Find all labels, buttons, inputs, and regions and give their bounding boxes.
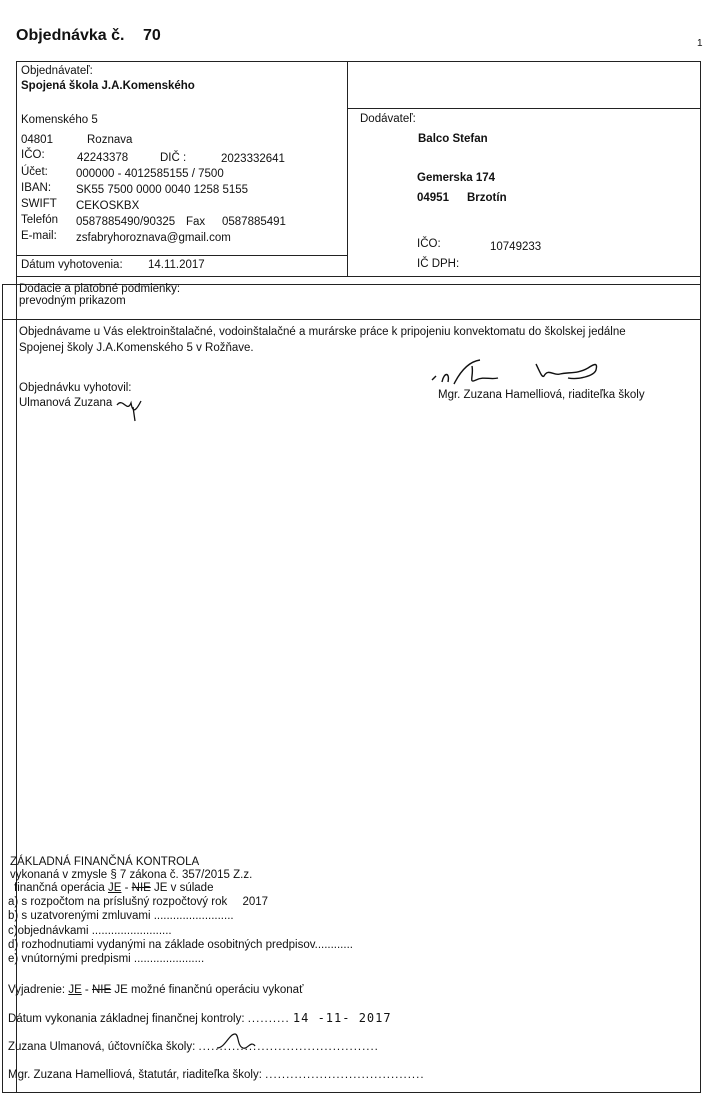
swift-value: CEKOSKBX bbox=[76, 200, 140, 212]
supplier-label: Dodávateľ: bbox=[360, 113, 416, 125]
fax-label: Fax bbox=[186, 216, 206, 228]
control-line1: vykonaná v zmysle § 7 zákona č. 357/2015 Z.z. bbox=[10, 869, 253, 881]
control-line2-suffix: JE v súlade bbox=[150, 882, 214, 894]
accountant-signature bbox=[215, 1030, 265, 1052]
page-number: 1 bbox=[697, 38, 703, 49]
control-statement-prefix: Vyjadrenie: bbox=[8, 984, 66, 996]
column-divider bbox=[347, 61, 348, 277]
iban-label: IBAN: bbox=[21, 182, 52, 194]
ico-label: IČO: bbox=[21, 149, 45, 161]
control-item-a bbox=[8, 896, 268, 908]
fax-value: 0587885491 bbox=[222, 216, 286, 228]
control-accountant-label: Zuzana Ulmanová, účtovníčka školy: bbox=[8, 1041, 196, 1053]
swift-label: SWIFT bbox=[21, 198, 57, 210]
order-number: 70 bbox=[142, 27, 161, 44]
iban-value: SK55 7500 0000 0040 1258 5155 bbox=[76, 184, 249, 196]
control-date-stamp: 14 -11- 2017 bbox=[292, 1011, 392, 1025]
control-statement-separator: - bbox=[81, 984, 92, 996]
control-statutory bbox=[8, 1069, 425, 1081]
header-bottom-line bbox=[16, 276, 701, 277]
control-accountant-dots: ........................................... bbox=[198, 1041, 379, 1053]
control-item-a-value: 2017 bbox=[242, 896, 269, 908]
order-text-line2: Spojenej školy J.A.Komenského 5 v Rožňave. bbox=[19, 342, 254, 354]
frame-right bbox=[700, 61, 701, 1093]
issue-date-value: 14.11.2017 bbox=[148, 259, 205, 271]
order-text-line1: Objednávame u Vás elektroinštalačné, vodoinštalačné a murárske práce k pripojeniu konvektomatu do školskej jedálne bbox=[19, 326, 626, 338]
control-item-a-label: a) s rozpočtom na príslušný rozpočtový rok bbox=[8, 896, 228, 908]
control-item-c: c)objednávkami ......................... bbox=[8, 925, 172, 937]
email-value: zsfabryhoroznava@gmail.com bbox=[76, 232, 231, 244]
account-value: 000000 - 4012585155 / 7500 bbox=[76, 168, 224, 180]
control-line2-separator: - bbox=[121, 882, 132, 894]
control-line2-nie: NIE bbox=[131, 882, 151, 894]
director-name: Mgr. Zuzana Hamelliová, riaditeľka školy bbox=[438, 389, 645, 401]
supplier-name: Balco Stefan bbox=[418, 133, 488, 145]
control-statutory-dots: ...................................... bbox=[265, 1069, 425, 1081]
frame-left-outer bbox=[2, 284, 3, 1093]
issuer-name: Ulmanová Zuzana bbox=[19, 397, 113, 409]
dic-label: DIČ : bbox=[160, 152, 187, 164]
order-title bbox=[16, 27, 161, 45]
delivery-value: prevodným prikazom bbox=[19, 295, 126, 307]
supplier-icdph-label: IČ DPH: bbox=[417, 258, 460, 270]
control-item-d: d) rozhodnutiami vydanými na základe osobitných predpisov............ bbox=[8, 939, 353, 951]
control-date-label: Dátum vykonania základnej finančnej kontroly: bbox=[8, 1013, 245, 1025]
issue-date-label: Dátum vyhotovenia: bbox=[21, 259, 123, 271]
frame-bottom bbox=[2, 1092, 701, 1093]
dic-value: 2023332641 bbox=[221, 153, 285, 165]
customer-label: Objednávateľ: bbox=[21, 65, 93, 77]
control-line2-prefix: finančná operácia bbox=[14, 882, 105, 894]
phone-value: 0587885490/90325 bbox=[76, 216, 176, 228]
control-statement-nie: NIE bbox=[91, 984, 112, 996]
control-statement bbox=[8, 984, 303, 996]
delivery-label: Dodacie a platobné podmienky: bbox=[19, 283, 181, 295]
supplier-zip: 04951 bbox=[417, 192, 449, 204]
ico-value: 42243378 bbox=[77, 152, 129, 164]
control-item-b: b) s uzatvorenými zmluvami ......................... bbox=[8, 910, 234, 922]
control-accountant bbox=[8, 1041, 379, 1053]
supplier-street: Gemerska 174 bbox=[417, 172, 496, 184]
order-title-label: Objednávka č. bbox=[16, 27, 125, 44]
director-signature bbox=[428, 354, 608, 390]
phone-label: Telefón bbox=[21, 214, 59, 226]
supplier-ico-label: IČO: bbox=[417, 238, 441, 250]
account-label: Účet: bbox=[21, 166, 48, 178]
date-top-line bbox=[16, 255, 347, 256]
supplier-city: Brzotín bbox=[467, 192, 507, 204]
frame-top bbox=[16, 61, 701, 62]
customer-zip: 04801 bbox=[21, 134, 53, 146]
customer-city: Roznava bbox=[87, 134, 133, 146]
control-date-dots: .......... bbox=[247, 1013, 290, 1025]
control-statutory-label: Mgr. Zuzana Hamelliová, štatutár, riaditeľka školy: bbox=[8, 1069, 262, 1081]
control-heading: ZÁKLADNÁ FINANČNÁ KONTROLA bbox=[10, 856, 200, 868]
control-date bbox=[8, 1011, 392, 1025]
control-statement-je: JE bbox=[68, 984, 82, 996]
control-statement-suffix: JE možné finančnú operáciu vykonať bbox=[111, 984, 304, 996]
issuer-label: Objednávku vyhotovil: bbox=[19, 382, 132, 394]
control-line2 bbox=[14, 882, 213, 894]
customer-name: Spojená škola J.A.Komenského bbox=[21, 80, 195, 92]
email-label: E-mail: bbox=[21, 230, 57, 242]
delivery-bottom-line bbox=[2, 319, 701, 320]
customer-street: Komenského 5 bbox=[21, 114, 98, 126]
issuer-signature bbox=[115, 395, 145, 425]
supplier-top-line bbox=[347, 108, 701, 109]
control-item-e: e) vnútornými predpismi ...................... bbox=[8, 953, 205, 965]
control-line2-je: JE bbox=[108, 882, 122, 894]
supplier-ico-value: 10749233 bbox=[490, 241, 542, 253]
